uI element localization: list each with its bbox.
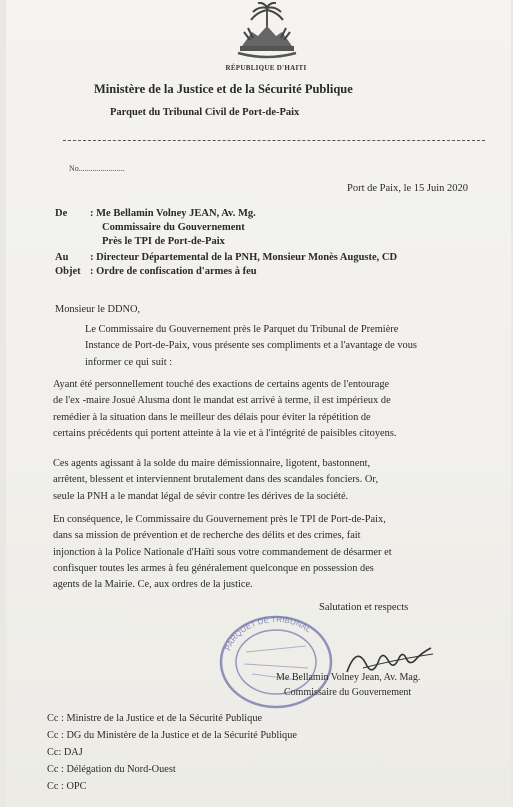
subject-label: Objet	[55, 266, 81, 277]
to-label: Au	[55, 252, 69, 263]
from-line: Commissaire du Gouvernement	[102, 222, 245, 233]
text-line: de l'ex -maire Josué Alusma dont le mandat est arrivé à terme, il est impérieux de	[53, 395, 391, 407]
cc-line: Cc : OPC	[47, 781, 87, 792]
cc-line: Cc: DAJ	[47, 747, 83, 758]
cc-line: Cc : Délégation du Nord-Ouest	[47, 764, 176, 775]
paragraph-2	[53, 456, 475, 505]
text-line: remédier à la situation dans le meilleur des délais pour éviter la répétition de	[53, 411, 371, 423]
cc-line: Cc : Ministre de la Justice et de la Sécurité Publique	[47, 713, 263, 724]
place-date: Port de Paix, le 15 Juin 2020	[347, 183, 469, 194]
intro-paragraph	[55, 322, 475, 371]
reference-number: No.......................	[69, 164, 125, 173]
text-line: certains précédents qui portent atteinte à la vie et à l'intégrité de paisibles citoyens.	[53, 427, 397, 439]
to-value: : Directeur Départemental de la PNH, Monsieur Monès Auguste, CD	[90, 252, 398, 263]
salutation: Monsieur le DDNO,	[55, 304, 141, 315]
parquet-title: Parquet du Tribunal Civil de Port-de-Paix	[110, 107, 300, 118]
letter-page	[6, 0, 511, 807]
header-divider	[63, 140, 485, 141]
signatory-title: Commissaire du Gouvernement	[284, 687, 412, 698]
text-line: injonction à la Police Nationale d'Haïti sous votre commandement de désarmer et	[53, 546, 392, 558]
text-line: arrêtent, blessent et interviennent brutalement dans des scandales fonciers. Or,	[53, 474, 379, 486]
cc-line: Cc : DG du Ministère de la Justice et de la Sécurité Publique	[47, 730, 297, 741]
text-line: Le Commissaire du Gouvernement près le Parquet du Tribunal de Première	[85, 324, 399, 335]
stamp-text: PARQUET DE TRIBUNAL	[223, 614, 313, 652]
text-line: En conséquence, le Commissaire du Gouvernement près le TPI de Port-de-Paix,	[53, 514, 386, 525]
paragraph-1	[53, 377, 475, 442]
from-label: De	[55, 208, 68, 219]
from-line: Près le TPI de Port-de-Paix	[102, 236, 225, 247]
text-line: seule la PNH a le mandat légal de sévir contre les dérives de la société.	[53, 490, 349, 502]
closing-text: Salutation et respects	[319, 602, 409, 613]
haiti-coat-of-arms-icon	[234, 2, 300, 62]
text-line: dans sa mission de prévention et de recherche des délits et des crimes, fait	[53, 530, 361, 542]
text-line: Instance de Port-de-Paix, vous présente ses compliments et a l'avantage de vous	[85, 340, 417, 352]
text-line: informer ce qui suit :	[85, 356, 173, 368]
subject-value: : Ordre de confiscation d'armes à feu	[90, 266, 257, 277]
signatory-name: Me Bellamin Volney Jean, Av. Mag.	[276, 672, 421, 683]
signatory-block	[276, 670, 420, 700]
text-line: Ayant été personnellement touché des exactions de certains agents de l'entourage	[53, 379, 390, 390]
republic-label: RÉPUBLIQUE D'HAITI	[225, 64, 307, 72]
ministry-title: Ministère de la Justice et de la Sécurité Publique	[94, 82, 353, 96]
text-line: confisquer toutes les armes à feu généralement quelconque en possession des	[53, 562, 374, 574]
from-line: : Me Bellamin Volney JEAN, Av. Mg.	[90, 208, 256, 219]
paragraph-3	[53, 512, 475, 593]
text-line: agents de la Mairie. Ce, aux ordres de la justice.	[53, 579, 253, 591]
text-line: Ces agents agissant à la solde du maire démissionnaire, ligotent, bastonnent,	[53, 458, 371, 469]
